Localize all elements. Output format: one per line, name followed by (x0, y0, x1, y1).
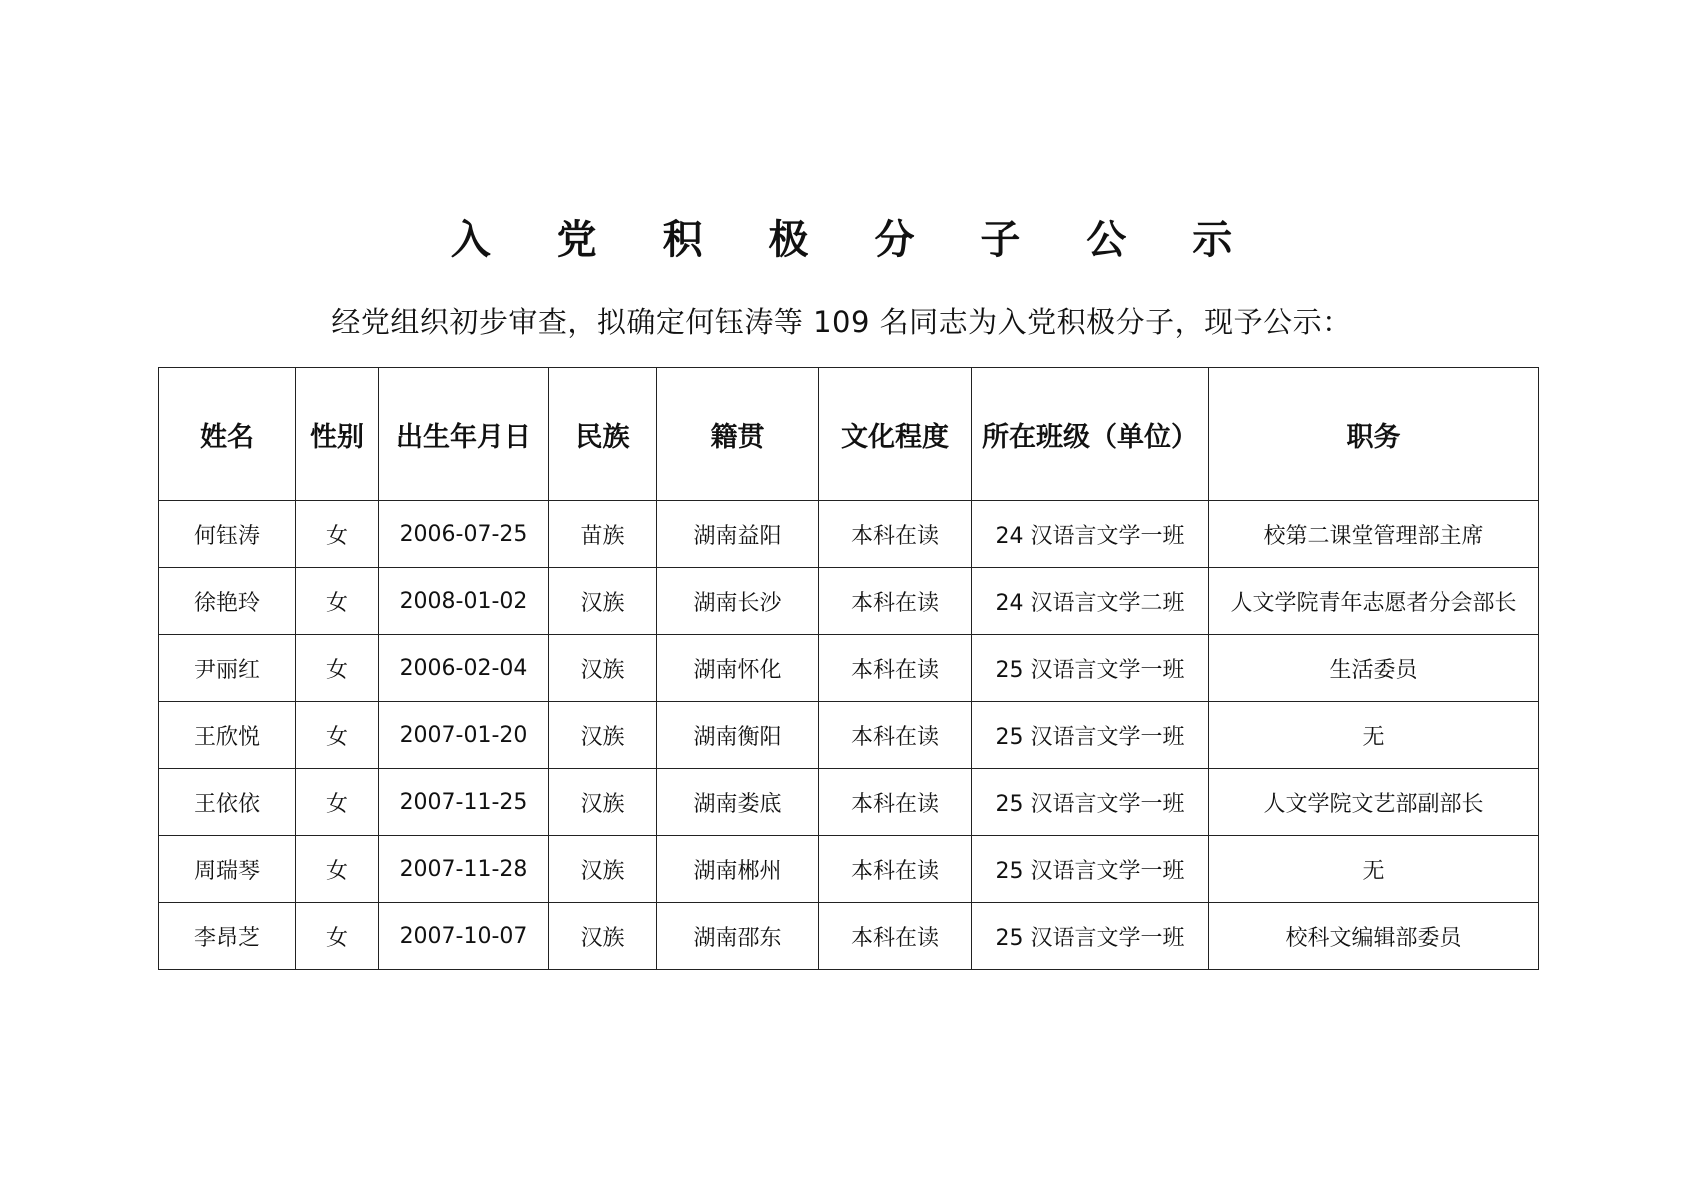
cell-gender: 女 (296, 836, 379, 903)
cell-class-unit: 25 汉语言文学一班 (972, 836, 1209, 903)
cell-ethnicity: 汉族 (549, 635, 657, 702)
page-title: 入 党 积 极 分 子 公 示 (450, 217, 1259, 263)
cell-native-place: 湖南邵东 (657, 903, 819, 970)
table-row (159, 903, 1539, 970)
cell-education: 本科在读 (819, 568, 972, 635)
cell-name: 王依依 (159, 769, 296, 836)
header-position: 职务 (1209, 368, 1539, 501)
cell-birthdate: 2007-11-25 (379, 769, 549, 836)
cell-position: 人文学院文艺部副部长 (1209, 769, 1539, 836)
cell-name: 何钰涛 (159, 501, 296, 568)
cell-education: 本科在读 (819, 635, 972, 702)
table-row (159, 635, 1539, 702)
cell-ethnicity: 汉族 (549, 769, 657, 836)
cell-position: 校第二课堂管理部主席 (1209, 501, 1539, 568)
cell-gender: 女 (296, 501, 379, 568)
cell-native-place: 湖南郴州 (657, 836, 819, 903)
cell-education: 本科在读 (819, 836, 972, 903)
cell-ethnicity: 汉族 (549, 903, 657, 970)
cell-native-place: 湖南怀化 (657, 635, 819, 702)
cell-native-place: 湖南衡阳 (657, 702, 819, 769)
table-row (159, 836, 1539, 903)
table-row (159, 501, 1539, 568)
cell-education: 本科在读 (819, 903, 972, 970)
cell-class-unit: 25 汉语言文学一班 (972, 903, 1209, 970)
cell-position: 无 (1209, 836, 1539, 903)
cell-birthdate: 2006-07-25 (379, 501, 549, 568)
cell-position: 生活委员 (1209, 635, 1539, 702)
cell-position: 无 (1209, 702, 1539, 769)
cell-ethnicity: 汉族 (549, 702, 657, 769)
cell-birthdate: 2007-01-20 (379, 702, 549, 769)
header-education: 文化程度 (819, 368, 972, 501)
header-birthdate: 出生年月日 (379, 368, 549, 501)
header-native-place: 籍贯 (657, 368, 819, 501)
cell-class-unit: 25 汉语言文学一班 (972, 702, 1209, 769)
cell-class-unit: 24 汉语言文学二班 (972, 568, 1209, 635)
intro-paragraph: 经党组织初步审查，拟确定何钰涛等 109 名同志为入党积极分子，现予公示： (331, 305, 1352, 339)
table-header-row (159, 368, 1539, 501)
cell-native-place: 湖南益阳 (657, 501, 819, 568)
cell-ethnicity: 汉族 (549, 568, 657, 635)
header-class-unit: 所在班级（单位） (972, 368, 1209, 501)
cell-name: 徐艳玲 (159, 568, 296, 635)
cell-birthdate: 2008-01-02 (379, 568, 549, 635)
cell-birthdate: 2007-11-28 (379, 836, 549, 903)
table-row (159, 568, 1539, 635)
table-row (159, 702, 1539, 769)
cell-class-unit: 24 汉语言文学一班 (972, 501, 1209, 568)
cell-name: 李昂芝 (159, 903, 296, 970)
cell-gender: 女 (296, 568, 379, 635)
cell-education: 本科在读 (819, 769, 972, 836)
cell-education: 本科在读 (819, 501, 972, 568)
cell-class-unit: 25 汉语言文学一班 (972, 769, 1209, 836)
cell-ethnicity: 苗族 (549, 501, 657, 568)
table-row (159, 769, 1539, 836)
cell-native-place: 湖南娄底 (657, 769, 819, 836)
header-ethnicity: 民族 (549, 368, 657, 501)
cell-name: 王欣悦 (159, 702, 296, 769)
cell-ethnicity: 汉族 (549, 836, 657, 903)
cell-gender: 女 (296, 635, 379, 702)
cell-gender: 女 (296, 903, 379, 970)
header-gender: 性别 (296, 368, 379, 501)
cell-name: 尹丽红 (159, 635, 296, 702)
cell-education: 本科在读 (819, 702, 972, 769)
header-name: 姓名 (159, 368, 296, 501)
roster-table (158, 367, 1539, 970)
cell-class-unit: 25 汉语言文学一班 (972, 635, 1209, 702)
cell-position: 人文学院青年志愿者分会部长 (1209, 568, 1539, 635)
cell-birthdate: 2006-02-04 (379, 635, 549, 702)
cell-birthdate: 2007-10-07 (379, 903, 549, 970)
cell-position: 校科文编辑部委员 (1209, 903, 1539, 970)
cell-native-place: 湖南长沙 (657, 568, 819, 635)
cell-gender: 女 (296, 769, 379, 836)
cell-name: 周瑞琴 (159, 836, 296, 903)
cell-gender: 女 (296, 702, 379, 769)
